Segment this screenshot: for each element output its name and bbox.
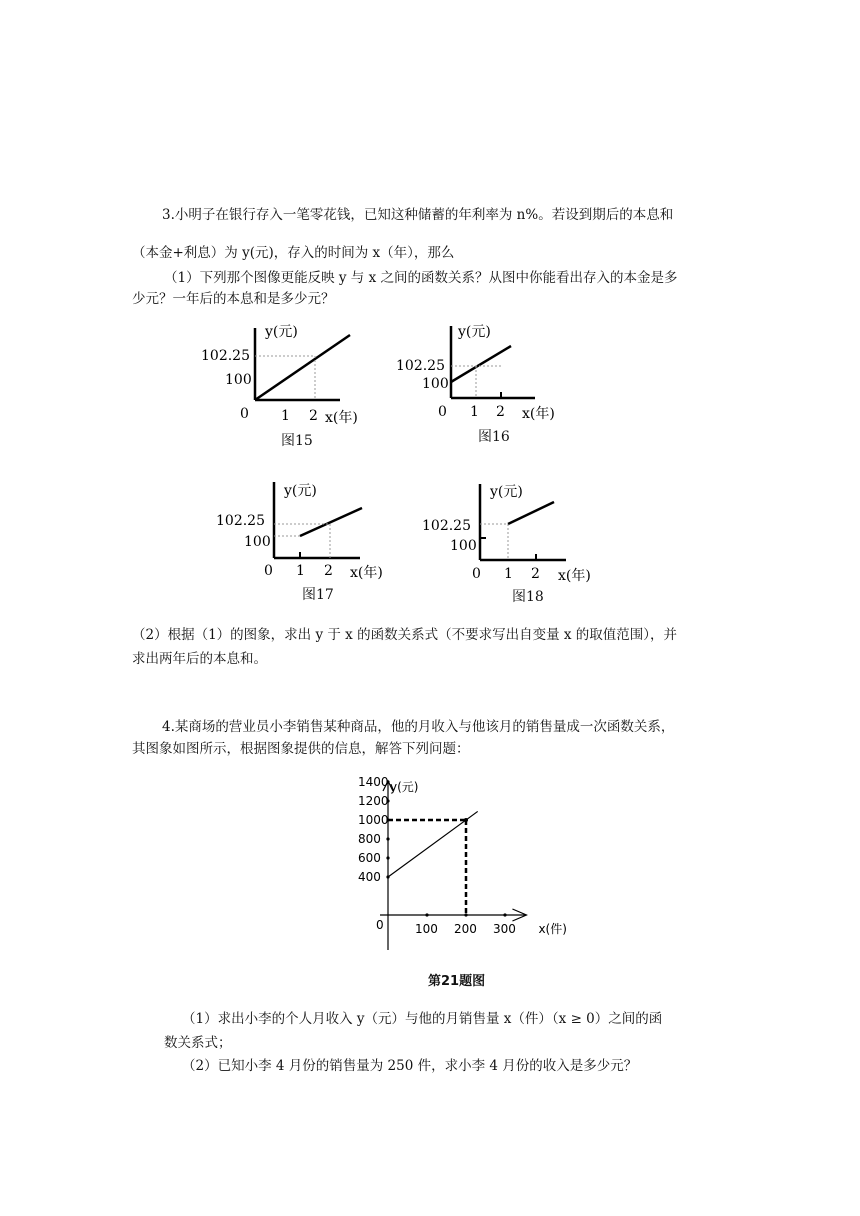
q4-q1b: 数关系式； — [164, 1035, 232, 1051]
q4-chart-caption: 第21题图 — [428, 974, 486, 989]
fig17-val-low: 100 — [244, 534, 271, 550]
x-tick-label: 200 — [454, 922, 477, 936]
fig16-tick1: 1 — [470, 404, 479, 420]
fig17-caption: 图17 — [302, 587, 334, 603]
y-tick-label: 600 — [358, 851, 381, 865]
y-tick-dot — [386, 837, 389, 840]
figure-17 — [210, 478, 410, 588]
q3-line4: 少元？一年后的本息和是多少元？ — [132, 291, 335, 307]
fig17-tick1: 1 — [296, 563, 305, 579]
fig17-tick2: 2 — [324, 563, 333, 579]
fig18-tick2: 2 — [531, 566, 540, 582]
fig15-ylabel: y(元) — [265, 324, 298, 340]
q3-line5: （2）根据（1）的图象，求出 y 于 x 的函数关系式（不要求写出自变量 x 的取值范围），并 — [132, 627, 678, 643]
fig16-tick2: 2 — [496, 404, 505, 420]
fig17-xlabel: x(年) — [350, 565, 383, 581]
y-tick-label: 1200 — [358, 794, 389, 808]
origin-label: 0 — [376, 918, 384, 932]
fig18-xlabel: x(年) — [558, 568, 591, 584]
y-tick-label: 400 — [358, 870, 381, 884]
series-line — [388, 811, 478, 877]
q4-line2: 其图象如图所示，根据图象提供的信息，解答下列问题： — [132, 741, 470, 757]
fig15-origin: 0 — [240, 406, 249, 422]
fig17-origin: 0 — [264, 563, 273, 579]
fig15-val-low: 100 — [225, 372, 252, 388]
fig16-ylabel: y(元) — [458, 324, 491, 340]
fig16-val-low: 100 — [422, 376, 449, 392]
highlight-point — [464, 818, 468, 822]
q3-line3: （1）下列那个图像更能反映 y 与 x 之间的函数关系？从图中你能看出存入的本金是多 — [164, 270, 678, 286]
fig15-tick2: 2 — [309, 408, 318, 424]
q3-line6: 求出两年后的本息和。 — [132, 651, 267, 667]
x-tick-label: 300 — [493, 922, 516, 936]
fig18-caption: 图18 — [512, 589, 544, 605]
x-tick-label: 100 — [415, 922, 438, 936]
q4-q1a: （1）求出小李的个人月收入 y（元）与他的月销售量 x（件）（x ≥ 0）之间的函 — [182, 1011, 663, 1027]
y-axis-label: y(元) — [390, 780, 419, 794]
q4-line1: 4.某商场的营业员小李销售某种商品，他的月收入与他该月的销售量成一次函数关系， — [162, 719, 675, 735]
y-tick-label: 800 — [358, 832, 381, 846]
fig18-origin: 0 — [472, 566, 481, 582]
x-axis-label: x(件) — [538, 922, 567, 936]
fig15-xlabel: x(年) — [325, 410, 358, 426]
fig15-val-high: 102.25 — [201, 348, 250, 364]
fig16-caption: 图16 — [478, 429, 510, 445]
fig18-ylabel: y(元) — [490, 484, 523, 500]
fig17-ylabel: y(元) — [284, 483, 317, 499]
figure-18 — [418, 480, 608, 590]
fig18-val-high: 102.25 — [422, 518, 471, 534]
fig15-tick1: 1 — [281, 408, 290, 424]
fig18-tick1: 1 — [504, 566, 513, 582]
fig15-caption: 图15 — [281, 433, 313, 449]
q3-line2: （本金+利息）为 y(元)，存入的时间为 x（年），那么 — [132, 245, 455, 261]
x-tick-dot — [503, 913, 506, 916]
fig16-xlabel: x(年) — [522, 406, 555, 422]
fig16-val-high: 102.25 — [396, 358, 445, 374]
fig17-val-high: 102.25 — [216, 513, 265, 529]
y-tick-label: 1000 — [358, 813, 389, 827]
fig16-origin: 0 — [438, 404, 447, 420]
q4-q2: （2）已知小李 4 月份的销售量为 250 件，求小李 4 月份的收入是多少元？ — [182, 1058, 638, 1074]
figure-16 — [390, 318, 580, 428]
fig18-val-low: 100 — [450, 538, 477, 554]
y-tick-label: 1400 — [358, 775, 389, 789]
x-tick-dot — [425, 913, 428, 916]
q3-line1: 3.小明子在银行存入一笔零花钱，已知这种储蓄的年利率为 n%。若设到期后的本息和 — [162, 207, 674, 223]
q4-chart — [340, 775, 600, 950]
y-tick-dot — [386, 856, 389, 859]
